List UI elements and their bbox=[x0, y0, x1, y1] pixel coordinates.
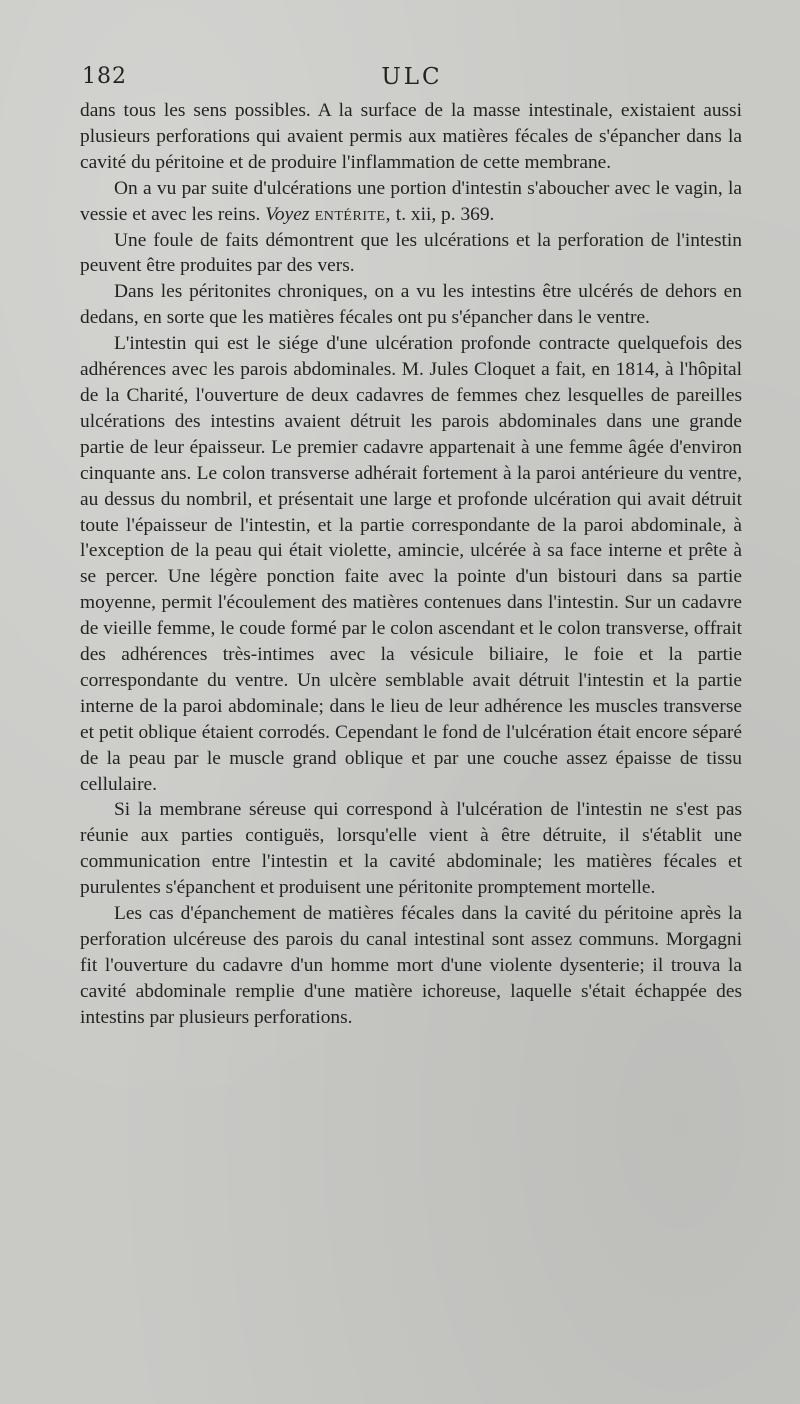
cross-reference-article: entérite, bbox=[309, 203, 391, 225]
paragraph-fistulas bbox=[80, 176, 742, 228]
body-text bbox=[80, 98, 742, 1031]
paragraph-effusion-cases: Les cas d'épanchement de matières fécales dans la cavité du péritoine après la perforation ulcéreuse des parois du canal intestinal sont assez communs. Morgagni fit l'ouverture du cadavre d'un homme mort d'une violente dysenterie; il trouva la cavité abdominale remplie d'une matière ichoreuse, laquelle s'était échappée des intestins par plusieurs perforations. bbox=[80, 903, 742, 1028]
paragraph-serous-membrane: Si la membrane séreuse qui correspond à l'ulcération de l'intestin ne s'est pas réunie aux parties contiguës, lorsqu'elle vient à être détruite, il s'établit une communication entre l'intestin et la cavité abdominale; les matières fécales et purulentes s'épanchent et produisent une péritonite promptement mortelle. bbox=[80, 799, 742, 899]
paragraph-adhesions: L'intestin qui est le siége d'une ulcération profonde contracte quelquefois des adhérences avec les parois abdominales. M. Jules Cloquet a fait, en 1814, à l'hôpital de la Charité, l'ouverture de deux cadavres de femmes chez lesquelles de pareilles ulcérations des intestins avaient détruit les parois abdominales dans une grande partie de leur épaisseur. Le premier cadavre appartenait à une femme âgée d'environ cinquante ans. Le colon transverse adhérait fortement à la paroi antérieure du ventre, au dessus du nombril, et présentait une large et profonde ulcération qui avait détruit toute l'épaisseur de l'intestin, et la partie correspondante de la paroi abdominale, à l'exception de la peau qui était violette, amincie, ulcérée à sa face interne et prête à se percer. Une légère ponction faite avec la pointe d'un bistouri dans sa partie moyenne, permit l'écoulement des matières contenues dans l'intestin. Sur un cadavre de vieille femme, le coude formé par le colon ascendant et le colon transverse, offrait des adhérences très-intimes avec la vésicule biliaire, le foie et la partie correspondante du ventre. Un ulcère semblable avait détruit l'intestin et la partie interne de la paroi abdominale; dans le lieu de leur adhérence les muscles transverse et petit oblique étaient corrodés. Cependant le fond de l'ulcération était encore séparé de la peau par le muscle grand oblique et par une couche assez épaisse de tissu cellulaire. bbox=[80, 333, 742, 795]
cross-reference-volume: t. xii, p. 369. bbox=[390, 203, 495, 225]
paragraph-peritonitis: Dans les péritonites chroniques, on a vu les intestins être ulcérés de dehors en dedans, en sorte que les matières fécales ont pu s'épancher dans le ventre. bbox=[80, 281, 742, 329]
page-number: 182 bbox=[82, 64, 127, 89]
paragraph-text: On a vu par suite d'ulcérations une portion d'intestin s'aboucher avec le vagin, la vessie et avec les reins. bbox=[80, 177, 742, 225]
running-head bbox=[82, 64, 742, 98]
running-title: ULC bbox=[381, 64, 443, 90]
cross-reference-voyez: Voyez bbox=[265, 203, 310, 225]
paragraph-continued: dans tous les sens possibles. A la surface de la masse intestinale, existaient aussi plusieurs perforations qui avaient permis aux matières fécales de s'épancher dans la cavité du péritoine et de produire l'inflammation de cette membrane. bbox=[80, 100, 742, 173]
paragraph-worms: Une foule de faits démontrent que les ulcérations et la perforation de l'intestin peuvent être produites par des vers. bbox=[80, 229, 742, 277]
